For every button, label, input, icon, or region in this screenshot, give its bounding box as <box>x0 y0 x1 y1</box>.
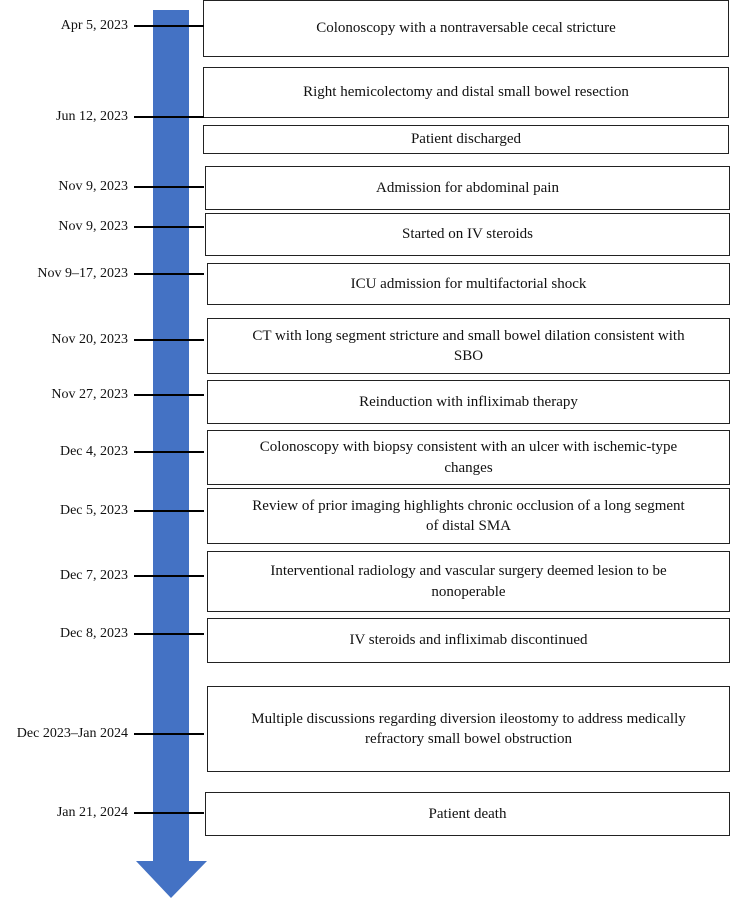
event-date: Nov 27, 2023 <box>51 387 128 402</box>
event-date: Dec 4, 2023 <box>59 444 128 459</box>
event-box: Admission for abdominal pain <box>205 166 730 210</box>
connector-line <box>134 451 204 453</box>
event-box: CT with long segment stricture and small bowel dilation consistent with SBO <box>207 318 730 374</box>
event-box: IV steroids and infliximab discontinued <box>207 618 730 663</box>
event-box: Colonoscopy with a nontraversable cecal stricture <box>203 0 729 57</box>
event-date: Dec 7, 2023 <box>59 568 128 583</box>
event-date: Dec 5, 2023 <box>59 503 128 518</box>
event-box: Review of prior imaging highlights chronic occlusion of a long segment of distal SMA <box>207 488 730 544</box>
event-date: Dec 2023–Jan 2024 <box>16 726 128 741</box>
connector-line <box>134 186 204 188</box>
event-box: Right hemicolectomy and distal small bowel resection <box>203 67 729 118</box>
connector-line <box>134 510 204 512</box>
event-date: Nov 9, 2023 <box>58 179 128 194</box>
event-box: Interventional radiology and vascular surgery deemed lesion to be nonoperable <box>207 551 730 612</box>
event-date: Apr 5, 2023 <box>60 18 128 33</box>
connector-line <box>134 273 204 275</box>
event-box: Patient death <box>205 792 730 836</box>
connector-line <box>134 633 204 635</box>
connector-line <box>134 226 204 228</box>
event-box: Started on IV steroids <box>205 213 730 256</box>
event-box: Multiple discussions regarding diversion ileostomy to address medically refractory small bowel obstruction <box>207 686 730 772</box>
timeline-arrow-shape <box>136 10 207 898</box>
event-box: ICU admission for multifactorial shock <box>207 263 730 305</box>
event-box: Patient discharged <box>203 125 729 154</box>
connector-line <box>134 812 204 814</box>
event-box: Reinduction with infliximab therapy <box>207 380 730 424</box>
connector-line <box>134 733 204 735</box>
event-date: Jan 21, 2024 <box>56 805 128 820</box>
connector-line <box>134 116 204 118</box>
connector-line <box>134 339 204 341</box>
event-date: Jun 12, 2023 <box>56 109 128 124</box>
connector-line <box>134 575 204 577</box>
connector-line <box>134 25 204 27</box>
event-date: Nov 9–17, 2023 <box>37 266 128 281</box>
event-box: Colonoscopy with biopsy consistent with an ulcer with ischemic-type changes <box>207 430 730 485</box>
event-date: Dec 8, 2023 <box>59 626 128 641</box>
event-date: Nov 20, 2023 <box>51 332 128 347</box>
connector-line <box>134 394 204 396</box>
event-date: Nov 9, 2023 <box>58 219 128 234</box>
